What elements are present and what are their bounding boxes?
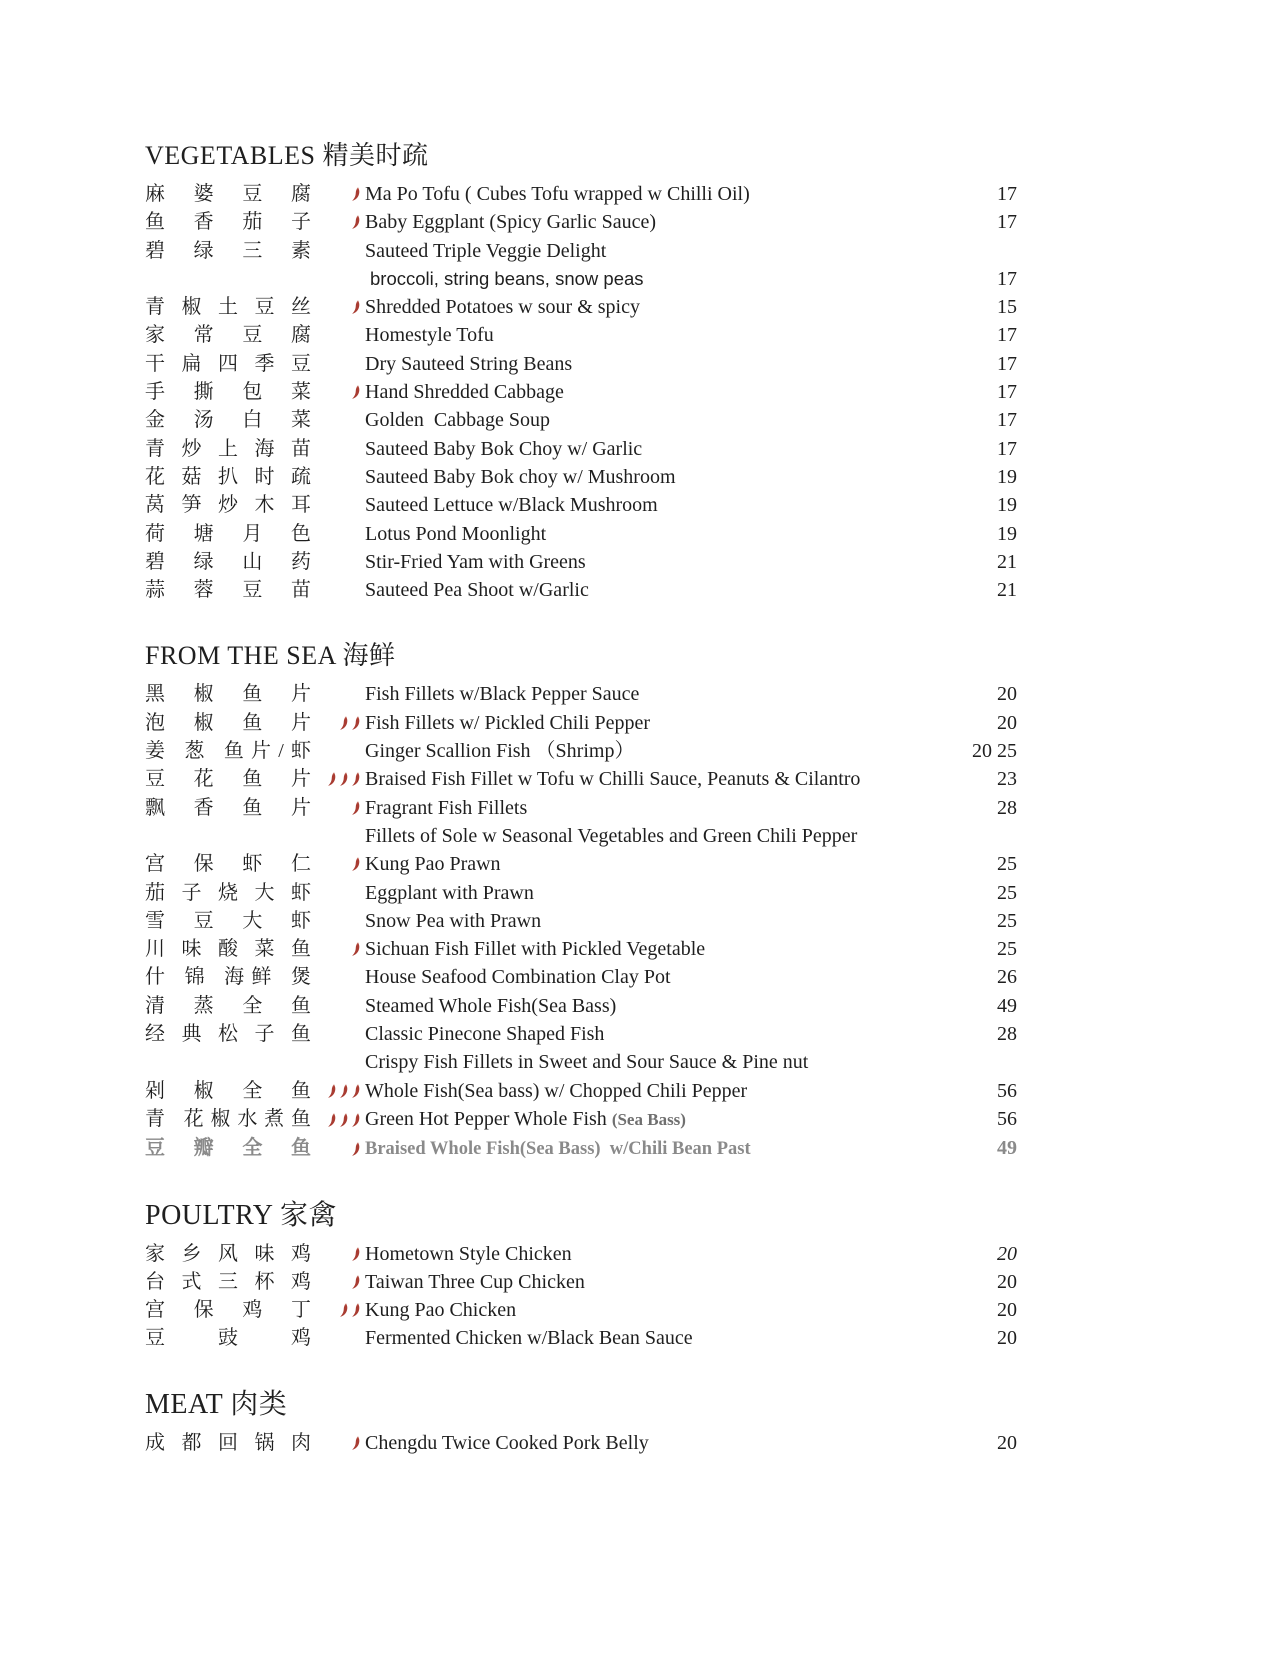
menu-item-row	[145, 463, 1017, 491]
menu-item-row	[145, 350, 1017, 378]
chili-pepper-icon	[338, 1112, 348, 1128]
menu-item-row	[145, 1240, 1017, 1268]
chili-pepper-icon	[338, 1302, 348, 1318]
item-name-chinese: 蒜 蓉 豆 苗	[145, 579, 311, 602]
menu-section	[145, 640, 1017, 1163]
item-name-english: Fish Fillets w/Black Pepper Sauce	[365, 683, 640, 706]
menu-item-row	[145, 237, 1017, 265]
item-name-english: Dry Sauteed String Beans	[365, 352, 573, 375]
item-name-english: Sauteed Lettuce w/Black Mushroom	[365, 494, 658, 517]
item-name-chinese: 泡 椒 鱼 片	[145, 711, 311, 734]
section-title	[145, 640, 1017, 672]
item-price: 26	[997, 966, 1017, 989]
menu-item-row	[145, 935, 1017, 963]
item-price: 21	[997, 579, 1017, 602]
item-name-english: Lotus Pond Moonlight	[365, 522, 547, 545]
menu-item-row	[145, 992, 1017, 1020]
menu-item-row	[145, 1296, 1017, 1324]
item-price: 20	[997, 1242, 1017, 1265]
item-name-chinese: 姜 葱 鱼片/虾	[145, 740, 311, 763]
menu-item-row	[145, 822, 1017, 850]
spice-level	[311, 1246, 365, 1262]
chili-pepper-icon	[326, 1112, 336, 1128]
chili-pepper-icon	[350, 186, 360, 202]
item-name-english: Ma Po Tofu ( Cubes Tofu wrapped w Chilli Oil)	[365, 183, 750, 205]
spice-level	[311, 800, 365, 816]
section-items	[145, 680, 1017, 1163]
item-name-english: Stir-Fried Yam with Greens	[365, 550, 586, 573]
chili-pepper-icon	[350, 1246, 360, 1262]
item-price: 25	[997, 938, 1017, 961]
section-title-chinese: 精美时疏	[322, 141, 429, 170]
menu-item-row	[145, 1324, 1017, 1352]
item-name-chinese: 台 式 三 杯 鸡	[145, 1270, 311, 1293]
item-name-chinese: 茄 子 烧 大 虾	[145, 881, 311, 904]
menu-item-row	[145, 680, 1017, 708]
item-price: 17	[997, 352, 1017, 375]
item-name-english: Snow Pea with Prawn	[365, 909, 542, 932]
section-items	[145, 1240, 1017, 1353]
menu-item-row	[145, 435, 1017, 463]
chili-pepper-icon	[350, 1302, 360, 1318]
item-name-english: Ginger Scallion Fish （Shrimp）	[365, 740, 635, 763]
spice-level	[311, 186, 365, 202]
item-name-chinese: 宫 保 虾 仁	[145, 853, 311, 876]
item-name-english: Homestyle Tofu	[365, 324, 494, 347]
item-name-english: Hand Shredded Cabbage	[365, 381, 564, 404]
item-price: 49	[997, 994, 1017, 1017]
chili-pepper-icon	[350, 941, 360, 957]
menu-section	[145, 1389, 1017, 1457]
section-title-english: MEAT	[145, 1388, 223, 1420]
item-name-english: House Seafood Combination Clay Pot	[365, 966, 671, 989]
section-title-chinese: 肉类	[230, 1388, 288, 1420]
item-name-english: Green Hot Pepper Whole Fish (Sea Bass)	[365, 1107, 686, 1130]
item-name-english: Fillets of Sole w Seasonal Vegetables and Green Chili Pepper	[365, 824, 858, 847]
section-title-chinese: 家禽	[279, 1199, 337, 1231]
menu-item-row	[145, 1020, 1017, 1048]
item-name-chinese: 飘 香 鱼 片	[145, 796, 311, 819]
menu-item-row	[145, 737, 1017, 765]
item-name-chinese: 莴 笋 炒 木 耳	[145, 494, 311, 517]
menu-section	[145, 140, 1017, 604]
chili-pepper-icon	[350, 1141, 360, 1157]
item-name-chinese: 宫 保 鸡 丁	[145, 1299, 311, 1322]
chili-pepper-icon	[350, 800, 360, 816]
item-name-english: Classic Pinecone Shaped Fish	[365, 1023, 605, 1046]
section-title-english: POULTRY	[145, 1199, 273, 1231]
item-name-english: Sichuan Fish Fillet with Pickled Vegetable	[365, 938, 706, 961]
item-name-chinese: 青 花椒水煮鱼	[145, 1107, 311, 1130]
item-name-chinese: 手 撕 包 菜	[145, 381, 311, 404]
chili-pepper-icon	[326, 771, 336, 787]
chili-pepper-icon	[350, 1112, 360, 1128]
item-name-chinese: 清 蒸 全 鱼	[145, 994, 311, 1017]
item-name-chinese: 豆 豉 鸡	[145, 1327, 311, 1350]
item-name-english-note: (Sea Bass)	[611, 1109, 686, 1129]
item-price: 28	[997, 1023, 1017, 1046]
item-name-chinese: 荷 塘 月 色	[145, 522, 311, 545]
menu-item-row	[145, 520, 1017, 548]
item-name-english: Steamed Whole Fish(Sea Bass)	[365, 994, 617, 1017]
item-price: 17	[997, 267, 1017, 290]
item-price: 20	[997, 1431, 1017, 1454]
menu-item-row	[145, 378, 1017, 406]
item-price: 17	[997, 324, 1017, 347]
item-name-english: Shredded Potatoes w sour & spicy	[365, 296, 640, 319]
item-name-chinese: 金 汤 白 菜	[145, 409, 311, 432]
menu-item-row	[145, 907, 1017, 935]
item-name-english: Golden Cabbage Soup	[365, 409, 550, 432]
item-price: 19	[997, 522, 1017, 545]
item-name-chinese: 川 味 酸 菜 鱼	[145, 938, 311, 961]
menu-item-row	[145, 208, 1017, 236]
item-name-chinese: 成 都 回 锅 肉	[145, 1431, 311, 1454]
item-price: 20 25	[972, 740, 1017, 763]
item-price: 28	[997, 796, 1017, 819]
chili-pepper-icon	[350, 856, 360, 872]
item-name-english: Hometown Style Chicken	[365, 1242, 572, 1265]
section-items	[145, 1429, 1017, 1457]
menu-item-row	[145, 1105, 1017, 1134]
chili-pepper-icon	[338, 1083, 348, 1099]
item-price: 15	[997, 296, 1017, 319]
item-price: 49	[997, 1137, 1017, 1160]
menu-item-row	[145, 1268, 1017, 1296]
item-price: 25	[997, 881, 1017, 904]
menu-item-row	[145, 576, 1017, 604]
spice-level	[311, 1302, 365, 1318]
item-price: 19	[997, 494, 1017, 517]
menu-item-row	[145, 1134, 1017, 1163]
menu-item-row	[145, 180, 1017, 208]
chili-pepper-icon	[350, 299, 360, 315]
item-name-english: Fragrant Fish Fillets	[365, 796, 528, 819]
chili-pepper-icon	[350, 1274, 360, 1290]
menu-item-row	[145, 548, 1017, 576]
menu-item-row	[145, 1429, 1017, 1457]
menu-item-row	[145, 765, 1017, 793]
menu-item-row	[145, 406, 1017, 434]
item-price: 25	[997, 909, 1017, 932]
spice-level	[311, 1435, 365, 1451]
item-name-english: Sauteed Baby Bok Choy w/ Garlic	[365, 437, 643, 460]
item-price: 56	[997, 1107, 1017, 1130]
item-name-english: Kung Pao Prawn	[365, 853, 501, 876]
item-name-chinese: 什 锦 海鲜 煲	[145, 966, 311, 989]
menu-section	[145, 1200, 1017, 1353]
item-name-chinese: 花 菇 扒 时 疏	[145, 465, 311, 488]
section-title	[145, 1389, 1017, 1421]
chili-pepper-icon	[350, 384, 360, 400]
item-name-english: Sauteed Triple Veggie Delight	[365, 239, 607, 262]
menu-item-row	[145, 709, 1017, 737]
spice-level	[311, 384, 365, 400]
menu-item-row	[145, 963, 1017, 991]
item-name-english: Fermented Chicken w/Black Bean Sauce	[365, 1327, 693, 1350]
item-name-chinese: 碧 绿 三 素	[145, 239, 311, 262]
item-price: 20	[997, 1327, 1017, 1350]
section-items	[145, 180, 1017, 604]
section-title-english: FROM THE SEA	[145, 641, 336, 671]
item-price: 56	[997, 1079, 1017, 1102]
chili-pepper-icon	[326, 1083, 336, 1099]
item-price: 17	[997, 437, 1017, 460]
item-name-chinese: 豆 花 鱼 片	[145, 768, 311, 791]
menu-item-row	[145, 321, 1017, 349]
item-name-english: Chengdu Twice Cooked Pork Belly	[365, 1431, 649, 1454]
item-name-chinese: 黑 椒 鱼 片	[145, 683, 311, 706]
item-name-chinese: 麻 婆 豆 腐	[145, 183, 311, 205]
chili-pepper-icon	[350, 715, 360, 731]
spice-level	[311, 1112, 365, 1128]
item-price: 25	[997, 853, 1017, 876]
item-name-chinese: 豆 瓣 全 鱼	[145, 1137, 311, 1160]
chili-pepper-icon	[338, 715, 348, 731]
item-price: 20	[997, 711, 1017, 734]
item-name-english: Sauteed Pea Shoot w/Garlic	[365, 579, 589, 602]
chili-pepper-icon	[350, 1083, 360, 1099]
item-name-english: Braised Fish Fillet w Tofu w Chilli Sauce, Peanuts & Cilantro	[365, 768, 861, 791]
item-price: 21	[997, 550, 1017, 573]
spice-level	[311, 856, 365, 872]
menu-item-row	[145, 1048, 1017, 1076]
item-name-english: Crispy Fish Fillets in Sweet and Sour Sauce & Pine nut	[365, 1051, 809, 1074]
item-price: 19	[997, 465, 1017, 488]
item-price: 17	[997, 381, 1017, 404]
item-price: 23	[997, 768, 1017, 791]
item-name-english: broccoli, string beans, snow peas	[370, 267, 644, 289]
spice-level	[311, 771, 365, 787]
spice-level	[311, 1083, 365, 1099]
item-name-chinese: 青 炒 上 海 苗	[145, 437, 311, 460]
spice-level	[311, 1274, 365, 1290]
spice-level	[311, 1141, 365, 1157]
section-title-chinese: 海鲜	[342, 641, 396, 671]
spice-level	[311, 941, 365, 957]
menu-item-row	[145, 293, 1017, 321]
menu-item-row	[145, 794, 1017, 822]
section-title-english: VEGETABLES	[145, 141, 316, 170]
item-name-chinese: 家 乡 风 味 鸡	[145, 1242, 311, 1265]
item-name-chinese: 剁 椒 全 鱼	[145, 1079, 311, 1102]
spice-level	[311, 715, 365, 731]
item-name-english: Taiwan Three Cup Chicken	[365, 1270, 585, 1293]
item-name-english: Whole Fish(Sea bass) w/ Chopped Chili Pepper	[365, 1079, 748, 1102]
menu-item-row	[145, 850, 1017, 878]
spice-level	[311, 299, 365, 315]
chili-pepper-icon	[338, 771, 348, 787]
item-price: 17	[997, 183, 1017, 205]
item-name-english: Baby Eggplant (Spicy Garlic Sauce)	[365, 211, 657, 234]
item-price: 20	[997, 1270, 1017, 1293]
section-title	[145, 140, 1017, 172]
menu-item-row	[145, 491, 1017, 519]
item-price: 20	[997, 683, 1017, 706]
item-name-english: Braised Whole Fish(Sea Bass) w/Chili Bean Past	[365, 1139, 751, 1160]
item-price: 17	[997, 211, 1017, 234]
menu-item-row	[145, 879, 1017, 907]
item-name-chinese: 青 椒 土 豆 丝	[145, 296, 311, 319]
chili-pepper-icon	[350, 1435, 360, 1451]
item-price: 20	[997, 1299, 1017, 1322]
item-name-english: Eggplant with Prawn	[365, 881, 534, 904]
item-name-chinese: 鱼 香 茄 子	[145, 211, 311, 234]
item-name-english: Sauteed Baby Bok choy w/ Mushroom	[365, 465, 676, 488]
item-name-chinese: 雪 豆 大 虾	[145, 909, 311, 932]
chili-pepper-icon	[350, 214, 360, 230]
menu-item-row	[145, 1077, 1017, 1105]
chili-pepper-icon	[350, 771, 360, 787]
item-name-chinese: 家 常 豆 腐	[145, 324, 311, 347]
spice-level	[311, 214, 365, 230]
item-name-chinese: 干 扁 四 季 豆	[145, 352, 311, 375]
item-name-chinese: 碧 绿 山 药	[145, 550, 311, 573]
item-name-chinese: 经 典 松 子 鱼	[145, 1023, 311, 1046]
item-name-english: Fish Fillets w/ Pickled Chili Pepper	[365, 711, 651, 734]
menu-sections	[145, 140, 1017, 1457]
item-price: 17	[997, 409, 1017, 432]
item-name-english: Kung Pao Chicken	[365, 1299, 517, 1322]
menu-item-row	[145, 265, 1017, 293]
section-title	[145, 1200, 1017, 1232]
